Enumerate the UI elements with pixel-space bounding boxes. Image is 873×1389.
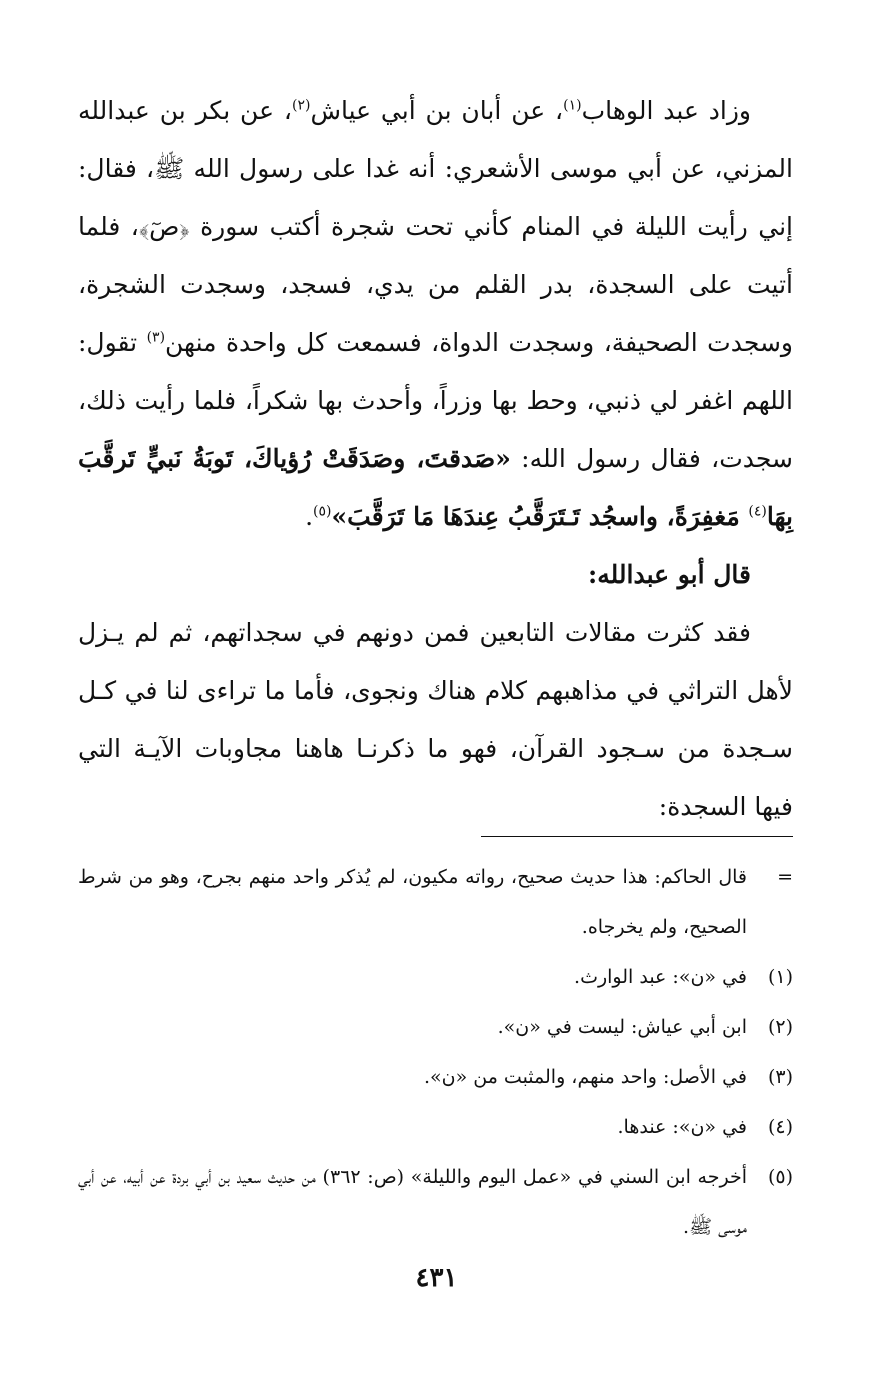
page-number: ٤٣١ bbox=[415, 1263, 458, 1293]
footnote-marker: = bbox=[777, 866, 793, 888]
paragraph-text: . bbox=[305, 502, 314, 531]
footnote-text: في الأصل: واحد منهم، والمثبت من «ن». bbox=[423, 1066, 747, 1088]
footnote-divider bbox=[481, 836, 793, 837]
commentary-paragraph: فقد كثرت مقالات التابعين فمن دونهم في سجداتهم، ثم لم يـزل لأهل التراثي في مذاهبهم كلام هناك ونجوى، فأما ما تراءى لنا في كـل سـجدة من سـجود القرآن، فهو ما ذكرنـا هاهنا مجاوبات الآيـة التي فيها السجدة: bbox=[78, 618, 793, 821]
footnote-text: في «ن»: عبد الوارث. bbox=[574, 966, 747, 988]
paragraph-text: تقول: اللهم اغفر لي ذنبي، وحط بها وزراً، وأحدث بها شكراً، فلما رأيت ذلك، سجدت، فقال رسول الله: bbox=[78, 328, 793, 473]
hadith-paragraph bbox=[78, 82, 793, 546]
footnote-1 bbox=[78, 952, 793, 1002]
footnote-ref: (٥) bbox=[313, 503, 332, 520]
footnote-5 bbox=[78, 1152, 793, 1252]
footnotes-section bbox=[78, 852, 793, 1252]
prophetic-quote: «صَدقتَ، وصَدَقَتْ رُؤياكَ، تَوبَةُ نَبيٍّ تَرقَّبَ بِهَا bbox=[78, 444, 793, 531]
footnote-4 bbox=[78, 1102, 793, 1152]
footnote-number: (٢) bbox=[767, 1016, 793, 1038]
footnote-ref: (٤) bbox=[748, 503, 767, 520]
paragraph-text: وزاد عبد الوهاب bbox=[581, 96, 751, 125]
footnote-ref: (١) bbox=[563, 97, 582, 114]
footnote-ref: (٣) bbox=[146, 329, 166, 346]
footnote-number: (١) bbox=[767, 966, 793, 988]
footnote-3 bbox=[78, 1052, 793, 1102]
section-heading: قال أبو عبدالله: bbox=[587, 560, 751, 589]
footnote-ref: (٢) bbox=[291, 97, 311, 114]
footnote-text: في «ن»: عندها. bbox=[617, 1116, 747, 1138]
footnote-continuation bbox=[78, 852, 793, 952]
paragraph-text: ، عن بكر بن عبدالله المزني، عن أبي موسى الأشعري: أنه غدا على رسول الله ﷺ، فقال: إني رأيت الليلة في المنام كأني تحت شجرة أكتب سورة ﴿صٓ﴾، فلما أتيت على السجدة، بدر القلم من يدي، فسجد، وسجدت الشجرة، وسجدت الصحيفة، وسجدت الدواة، فسمعت كل واحدة منهن bbox=[78, 96, 793, 357]
footnote-text: ابن أبي عياش: ليست في «ن». bbox=[497, 1016, 747, 1038]
footnote-text: قال الحاكم: هذا حديث صحيح، رواته مكيون، لم يُذكر واحد منهم بجرح، وهو من شرط الصحيح، ولم يخرجاه. bbox=[78, 866, 747, 938]
footnote-number: (٤) bbox=[767, 1116, 793, 1138]
footnote-number: (٣) bbox=[767, 1066, 793, 1088]
footnote-2 bbox=[78, 1002, 793, 1052]
footnote-number: (٥) bbox=[767, 1166, 793, 1188]
footnote-text: أخرجه ابن السني في «عمل اليوم والليلة» (ص: ٣٦٢) من حديث سعيد بن أبي بردة عن أبيه، عن أبي موسى ﷺ. bbox=[78, 1166, 747, 1238]
prophetic-quote: مَغفِرَةً، واسجُد تَـتَرَقَّبُ عِندَهَا مَا تَرَقَّبَ» bbox=[331, 502, 749, 531]
paragraph-text: ، عن أبان بن أبي عياش bbox=[310, 96, 564, 125]
main-text bbox=[78, 82, 793, 836]
